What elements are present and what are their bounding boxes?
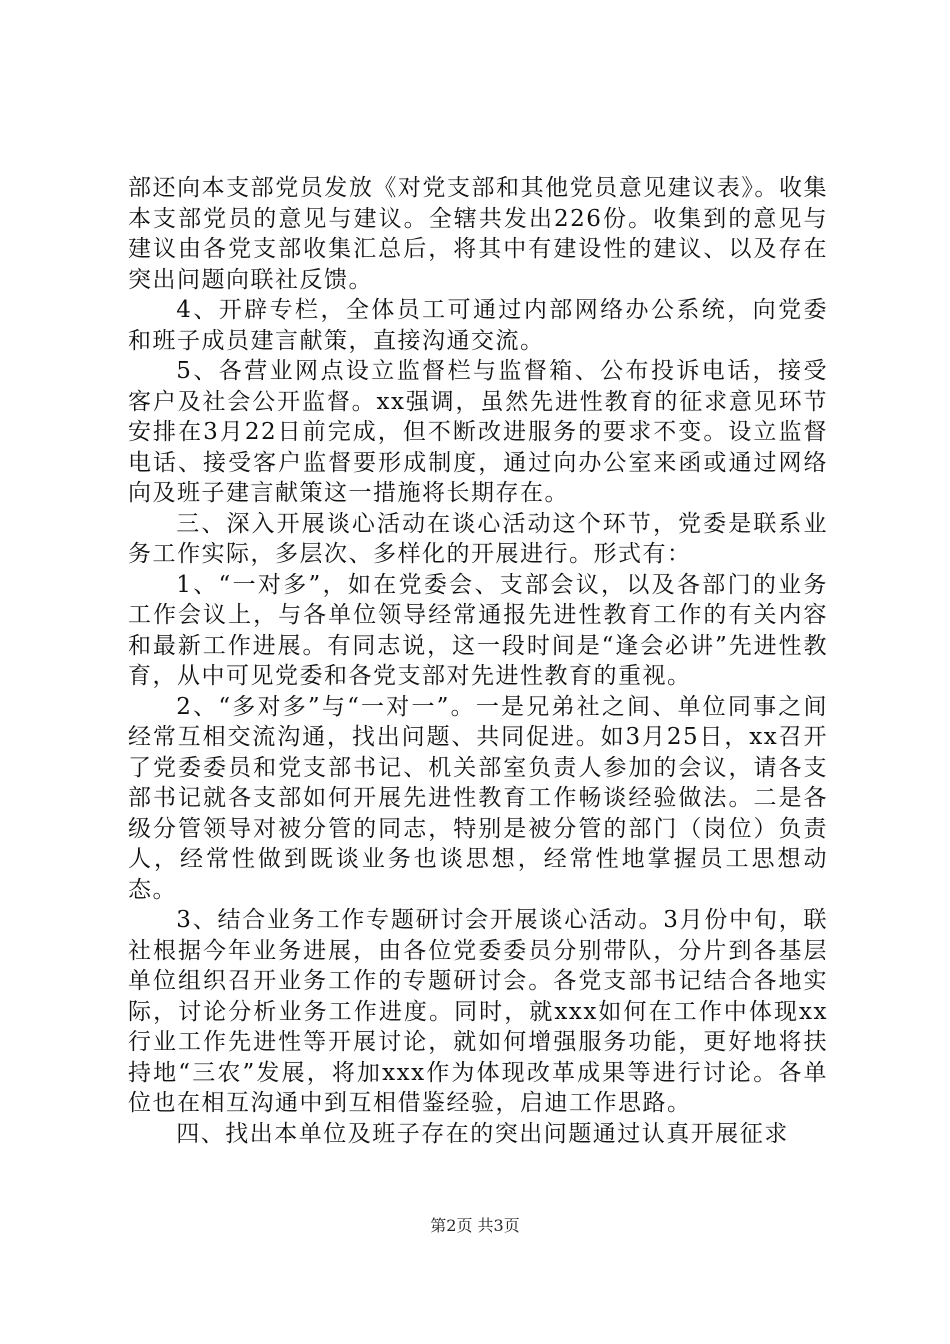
page-number: 第2页 共3页 (430, 1216, 520, 1235)
paragraph-item-1: 1、“一对多”，如在党委会、支部会议，以及各部门的业务工作会议上，与各单位领导经常通报先进性教育工作的有关内容和最新工作进展。有同志说，这一段时间是“逢会必讲”先进性教育，从中可见党委和各党支部对先进性教育的重视。 (128, 571, 828, 689)
paragraph-item-4: 4、开辟专栏，全体员工可通过内部网络办公系统，向党委和班子成员建言献策，直接沟通交流。 (128, 297, 828, 354)
document-body (128, 173, 828, 1149)
section-heading-4: 四、找出本单位及班子存在的突出问题通过认真开展征求 (176, 1120, 789, 1147)
paragraph-item-3: 3、结合业务工作专题研讨会开展谈心活动。3月份中旬，联社根据今年业务进展，由各位党委委员分别带队，分片到各基层单位组织召开业务工作的专题研讨会。各党支部书记结合各地实际，讨论分析业务工作进度。同时，就xxx如何在工作中体现xx行业工作先进性等开展讨论，就如何增强服务功能，更好地将扶持地“三农”发展，将加xxx作为体现改革成果等进行讨论。各单位也在相互沟通中到互相借鉴经验，启迪工作思路。 (128, 907, 828, 1116)
paragraph-continuation: 部还向本支部党员发放《对党支部和其他党员意见建议表》。收集本支部党员的意见与建议。全辖共发出226份。收集到的意见与建议由各党支部收集汇总后，将其中有建设性的建议、以及存在突出问题向联社反馈。 (128, 175, 828, 293)
paragraph-item-2: 2、“多对多”与“一对一”。一是兄弟社之间、单位同事之间经常互相交流沟通，找出问题、共同促进。如3月25日，xx召开了党委委员和党支部书记、机关部室负责人参加的会议，请各支部书记就各支部如何开展先进性教育工作畅谈经验做法。二是各级分管领导对被分管的同志，特别是被分管的部门（岗位）负责人，经常性做到既谈业务也谈思想，经常性地掌握员工思想动态。 (128, 693, 828, 903)
page-footer (0, 1216, 950, 1236)
section-heading-3: 三、深入开展谈心活动在谈心活动这个环节，党委是联系业务工作实际，多层次、多样化的开展进行。形式有： (128, 510, 828, 567)
paragraph-item-5: 5、各营业网点设立监督栏与监督箱、公布投诉电话，接受客户及社会公开监督。xx强调，虽然先进性教育的征求意见环节安排在3月22日前完成，但不断改进服务的要求不变。设立监督电话、接受客户监督要形成制度，通过向办公室来函或通过网络向及班子建言献策这一措施将长期存在。 (128, 358, 828, 506)
